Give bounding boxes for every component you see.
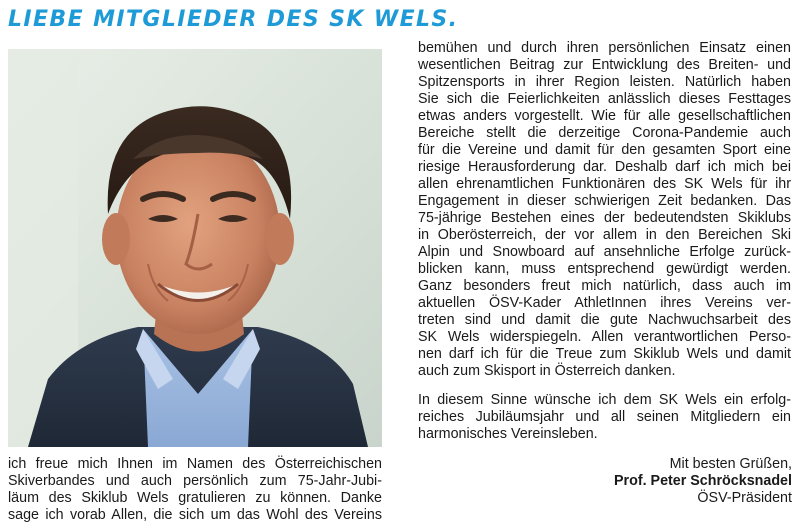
body-paragraph-2 [418, 392, 791, 443]
signature-block [614, 456, 792, 507]
text-line: Bereiche stellt die derzeitige Corona-Pandemie auch [418, 125, 791, 141]
portrait-photo [8, 49, 382, 447]
signatory-name: Prof. Peter Schröcksnadel [614, 473, 792, 489]
text-line: ich freue mich Ihnen im Namen des Österreichischen [8, 456, 382, 472]
text-line: in Oberösterreich, der vor allem in den Bereichen Ski [418, 227, 791, 243]
text-line: Sie sich die Feierlichkeiten anlässlich dieses Festtages [418, 91, 791, 107]
text-line: 75-jährige Bestehen eines der bedeutendsten Skiklubs [418, 210, 791, 226]
text-line: SK Wels widerspiegeln. Allen verantwortlichen Perso- [418, 329, 791, 345]
text-line: etwas anders vorgestellt. Wie für alle gesellschaftlichen [418, 108, 791, 124]
text-line: für die Vereine und damit für den gesamten Sport eine [418, 142, 791, 158]
text-line: Spitzensports in ihrer Region leisten. Natürlich haben [418, 74, 791, 90]
portrait-illustration [8, 49, 382, 447]
text-line: sage ich vorab Allen, die sich um das Wohl des Vereins [8, 507, 382, 523]
text-line: treten sind und damit die gute Nachwuchsarbeit des [418, 312, 791, 328]
text-line: Skiverbandes und auch persönlich zum 75-Jahr-Jubi- [8, 473, 382, 489]
signatory-title: ÖSV-Präsident [697, 490, 792, 506]
text-line: Ganz besonders freut mich natürlich, dass auch im [418, 278, 791, 294]
text-line: In diesem Sinne wünsche ich dem SK Wels ein erfolg- [418, 392, 791, 408]
intro-text [8, 456, 382, 524]
headline: LIEBE MITGLIEDER DES SK WELS. [8, 7, 459, 32]
body-paragraph-1 [418, 40, 791, 380]
text-line: blicken kann, muss entsprechend gewürdigt werden. [418, 261, 791, 277]
text-line: bemühen und durch ihren persönlichen Einsatz einen [418, 40, 791, 56]
text-line: nen darf ich für die Treue zum Skiklub Wels und damit [418, 346, 791, 362]
text-line: allen ehrenamtlichen Funktionären des SK Wels für ihr [418, 176, 791, 192]
text-line: läum des Skiklub Wels gratulieren zu können. Danke [8, 490, 382, 506]
text-line: auch zum Skisport in Österreich danken. [418, 363, 676, 379]
text-line: wesentlichen Beitrag zur Entwicklung des Breiten- und [418, 57, 791, 73]
closing-line: Mit besten Grüßen, [669, 456, 792, 472]
text-line: riesige Herausforderung dar. Deshalb darf ich mich bei [418, 159, 791, 175]
text-line: harmonisches Vereinsleben. [418, 426, 598, 442]
text-line: aktuellen ÖSV-Kader AthletInnen ihres Vereins ver- [418, 295, 791, 311]
text-line: Engagement in dieser schwierigen Zeit bedanken. Das [418, 193, 791, 209]
text-line: reiches Jubiläumsjahr und all seinen Mitgliedern ein [418, 409, 791, 425]
text-line: Alpin und Snowboard auf ansehnliche Erfolge zurück- [418, 244, 791, 260]
